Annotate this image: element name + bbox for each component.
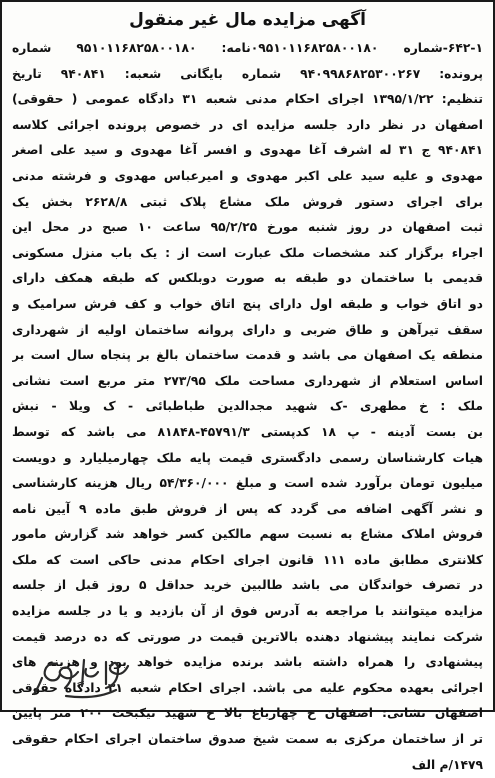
notice-line: شرکت نمایند پیشنهاد دهنده بالاترین قیمت در صورتی که ده درصد قیمت [12,629,483,644]
notice-line: تر از ساختمان مرکزی به سمت شیخ صدوق ساختمان اجرای احکام حقوقی [12,732,483,747]
notice-line: و نشر آگهی اضافه می گردد که پس از فروش طبق ماده ۹ آیین نامه [12,501,483,516]
notice-line: برای اجرای دستور فروش ملک مشاع پلاک ثبتی ۲۶۲۸/۸ بخش یک [12,194,483,209]
notice-line: ۶۴۲-۱-شماره ۰۹۵۱۰۱۱۶۸۲۵۸۰۰۱۸۰نامه: ۹۵۱۰۱۱۶۸۲۵۸۰۰۱۸۰ شماره [12,41,483,55]
notice-line: کلانتری مطابق ماده ۱۱۱ قانون اجرای احکام مدنی حاکی است که ملک [12,552,483,567]
notice-line: پیشنهادی را همراه داشته باشد برنده مزایده خواهد بود و هزینه های [12,655,483,670]
notice-line: ملک : خ مطهری -ک شهید مجدالدین طباطبائی - ک ویلا - نبش [12,399,483,414]
notice-line: میلیون تومان برآورد شده است و مبلغ ۵۴/۳۶۰/۰۰۰ ریال هزینه کارشناسی [12,476,483,491]
notice-line: اساس استعلام از شهرداری مساحت ملک ۲۷۳/۹۵ متر مربع است نشانی [12,373,483,388]
notice-line: تنظیم: ۱۳۹۵/۱/۲۲ اجرای احکام مدنی شعبه ۳۱ دادگاه عمومی ( حقوقی) [12,92,483,107]
notice-line: اجرائی بعهده محکوم علیه می باشد. اجرای احکام شعبه ۳۱ دادگاه حقوقی [12,680,483,695]
notice-line: اصفهان در نظر دارد جلسه مزایده ای در خصوص پرونده اجرائی کلاسه [12,117,483,132]
notice-line: منطقه یک اصفهان می باشد و قدمت ساختمان بالغ بر پنجاه سال است بر [12,348,483,363]
notice-title: آگهی مزایده مال غیر منقول [129,10,366,30]
notice-line: ۹۴۰۸۴۱ ج ۳۱ له اشرف آغا مهدوی و افسر آغا مهدوی و سید علی اصغر [12,143,483,158]
notice-line: مزایده میتوانند با مراجعه به آدرس فوق از آن بازدید و یا در جلسه مزایده [12,604,483,619]
notice-line: بن بست آدینه - پ ۱۸ کدپستی ۴۵۷۹۱/۳-۸۱۸۴۸ می باشد که توسط [12,424,483,439]
notice-line: اصفهان نشانی: اصفهان خ چهارباغ بالا خ شهید نیکبخت ۲۰۰ متر پایین [12,706,483,721]
notice-line: دو اتاق خواب و طبقه اول دارای پنج اتاق خواب و کف فرش سرامیک و [12,296,483,311]
notice-line: قدیمی با ساختمان دو طبقه به صورت دوبلکس که طبقه همکف دارای [12,271,483,286]
notice-line: فروش املاک مشاع به نسبت سهم مالکین کسر خواهد شد گزارش مامور [12,527,483,542]
handwritten-signature [28,642,138,704]
notice-line: در تصرف خواندگان می باشد طالبین خرید حداقل ۵ روز قبل از جلسه [12,578,483,593]
notice-line: هیات کارشناسان رسمی دادگستری قیمت پایه ملک چهارمیلیارد و دویست [12,450,483,465]
notice-line: مهدوی و علیه سید علی اکبر مهدوی و امیرعباس مهدوی و فرشته مدنی [12,168,483,183]
notice-reference-number: ۱۴۷۹/م الف [411,757,483,772]
notice-line: ثبت اصفهان در روز شنبه مورخ ۹۵/۲/۲۵ ساعت ۱۰ صبح در محل این [12,220,483,235]
notice-line: پرونده: ۹۴۰۹۹۸۶۸۲۵۳۰۰۲۶۷ شماره بایگانی شعبه: ۹۴۰۸۴۱ تاریخ [12,66,483,81]
notice-line: اجراء برگزار کند مشخصات ملک عبارت است از : یک باب منزل مسکونی [12,245,483,260]
notice-line: سقف تیرآهن و طاق ضربی و دارای پروانه ساختمان اولیه از شهرداری [12,322,483,337]
